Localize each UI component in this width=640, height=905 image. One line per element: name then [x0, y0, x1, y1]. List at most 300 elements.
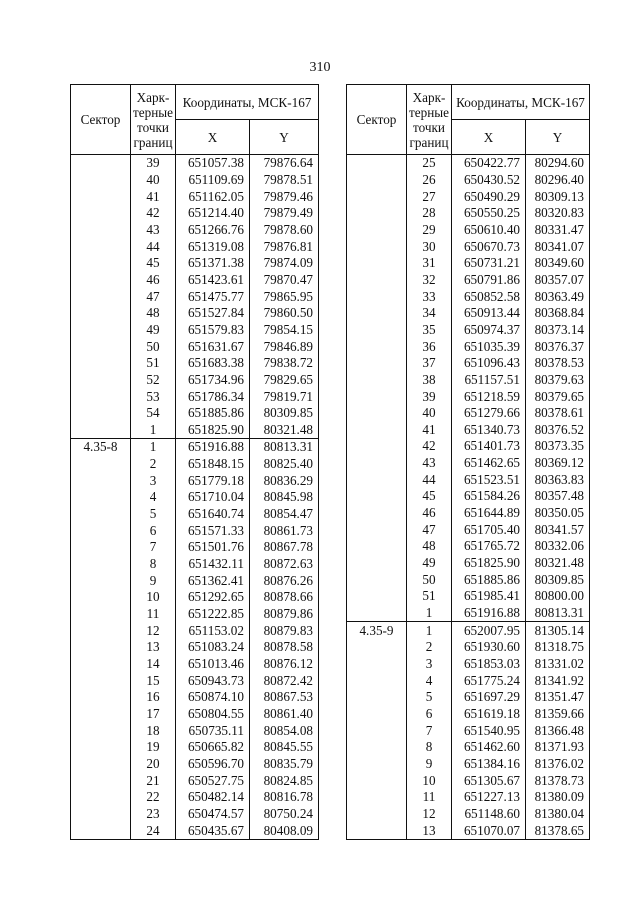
sector-cell: [71, 556, 131, 573]
header-sector: Сектор: [71, 85, 131, 155]
y-cell: 80349.60: [526, 255, 590, 272]
y-cell: 81318.75: [526, 639, 590, 656]
sector-cell: [71, 606, 131, 623]
x-cell: 651640.74: [176, 506, 250, 523]
x-cell: 651070.07: [452, 822, 526, 839]
x-cell: 651218.59: [452, 388, 526, 405]
y-cell: 81378.65: [526, 822, 590, 839]
x-cell: 651523.51: [452, 471, 526, 488]
table-row: [71, 489, 319, 506]
sector-cell: [347, 672, 407, 689]
sector-cell: [347, 255, 407, 272]
point-cell: 45: [407, 488, 452, 505]
x-cell: 650490.29: [452, 188, 526, 205]
x-cell: 651148.60: [452, 806, 526, 823]
x-cell: 651584.26: [452, 488, 526, 505]
table-row: [71, 155, 319, 172]
point-cell: 1: [407, 622, 452, 639]
point-cell: 25: [407, 155, 452, 172]
point-cell: 30: [407, 238, 452, 255]
x-cell: 650943.73: [176, 672, 250, 689]
table-row: [71, 589, 319, 606]
sector-cell: [347, 455, 407, 472]
y-cell: 80332.06: [526, 538, 590, 555]
sector-cell: [71, 506, 131, 523]
y-cell: 80363.83: [526, 471, 590, 488]
y-cell: 80835.79: [250, 756, 319, 773]
header-sector: Сектор: [347, 85, 407, 155]
table-row: [71, 172, 319, 189]
sector-cell: [71, 355, 131, 372]
point-cell: 11: [407, 789, 452, 806]
table-row: [347, 605, 590, 622]
table-row: [71, 456, 319, 473]
y-cell: 80816.78: [250, 789, 319, 806]
point-cell: 2: [407, 639, 452, 656]
table-row: [71, 689, 319, 706]
point-cell: 8: [407, 739, 452, 756]
table-row: [347, 639, 590, 656]
y-cell: 80357.48: [526, 488, 590, 505]
x-cell: 651930.60: [452, 639, 526, 656]
sector-cell: [71, 489, 131, 506]
table-row: [347, 689, 590, 706]
y-cell: 80373.14: [526, 322, 590, 339]
x-cell: 651013.46: [176, 656, 250, 673]
y-cell: 79878.60: [250, 222, 319, 239]
table-row: [71, 238, 319, 255]
y-cell: 80876.12: [250, 656, 319, 673]
y-cell: 80294.60: [526, 155, 590, 172]
y-cell: 81331.02: [526, 656, 590, 673]
sector-cell: [71, 722, 131, 739]
table-row: [71, 722, 319, 739]
x-cell: 650804.55: [176, 706, 250, 723]
point-cell: 28: [407, 205, 452, 222]
y-cell: 80867.78: [250, 539, 319, 556]
x-cell: 650596.70: [176, 756, 250, 773]
sector-cell: [347, 571, 407, 588]
y-cell: 80320.83: [526, 205, 590, 222]
sector-cell: [347, 188, 407, 205]
sector-cell: [347, 205, 407, 222]
x-cell: 651214.40: [176, 205, 250, 222]
sector-cell: [347, 222, 407, 239]
sector-cell: [347, 388, 407, 405]
y-cell: 79876.64: [250, 155, 319, 172]
x-cell: 651631.67: [176, 338, 250, 355]
table-row: [347, 205, 590, 222]
point-cell: 7: [407, 722, 452, 739]
y-cell: 80879.83: [250, 622, 319, 639]
table-row: [347, 806, 590, 823]
sector-cell: [71, 739, 131, 756]
x-cell: 651775.24: [452, 672, 526, 689]
sector-cell: [71, 255, 131, 272]
sector-cell: [71, 422, 131, 439]
header-char-points: Харк-терные точки границ: [131, 85, 176, 155]
table-row: [347, 155, 590, 172]
sector-cell: [347, 288, 407, 305]
y-cell: 79846.89: [250, 338, 319, 355]
sector-cell: [347, 471, 407, 488]
y-cell: 80813.31: [250, 439, 319, 456]
table-row: [71, 639, 319, 656]
table-row: [71, 706, 319, 723]
sector-cell: [347, 172, 407, 189]
table-row: [347, 588, 590, 605]
point-cell: 11: [131, 606, 176, 623]
y-cell: 80357.07: [526, 272, 590, 289]
point-cell: 14: [131, 656, 176, 673]
point-cell: 17: [131, 706, 176, 723]
table-row: [71, 806, 319, 823]
point-cell: 5: [131, 506, 176, 523]
y-cell: 81378.73: [526, 772, 590, 789]
x-cell: 651853.03: [452, 656, 526, 673]
x-cell: 651501.76: [176, 539, 250, 556]
x-cell: 651305.67: [452, 772, 526, 789]
point-cell: 4: [407, 672, 452, 689]
point-cell: 52: [131, 372, 176, 389]
sector-cell: [71, 789, 131, 806]
x-cell: 650791.86: [452, 272, 526, 289]
y-cell: 80309.13: [526, 188, 590, 205]
point-cell: 23: [131, 806, 176, 823]
x-cell: 651916.88: [452, 605, 526, 622]
table-row: [71, 672, 319, 689]
x-cell: 651371.38: [176, 255, 250, 272]
point-cell: 1: [407, 605, 452, 622]
x-cell: 651985.41: [452, 588, 526, 605]
point-cell: 7: [131, 539, 176, 556]
table-row: [71, 372, 319, 389]
point-cell: 42: [131, 205, 176, 222]
x-cell: 650974.37: [452, 322, 526, 339]
table-row: [71, 222, 319, 239]
sector-cell: [347, 272, 407, 289]
table-row: [347, 789, 590, 806]
x-cell: 651227.13: [452, 789, 526, 806]
x-cell: 651035.39: [452, 338, 526, 355]
table-row: [347, 238, 590, 255]
table-row: [347, 706, 590, 723]
table-row: [347, 622, 590, 639]
y-cell: 80861.73: [250, 522, 319, 539]
point-cell: 41: [131, 188, 176, 205]
sector-cell: [71, 689, 131, 706]
sector-cell: [71, 522, 131, 539]
sector-cell: [71, 456, 131, 473]
table-row: [71, 439, 319, 456]
x-cell: 650670.73: [452, 238, 526, 255]
y-cell: 80376.37: [526, 338, 590, 355]
point-cell: 43: [131, 222, 176, 239]
table-row: [347, 471, 590, 488]
x-cell: 651384.16: [452, 756, 526, 773]
sector-cell: [71, 338, 131, 355]
x-cell: 651705.40: [452, 521, 526, 538]
table-row: [347, 672, 590, 689]
table-row: [347, 188, 590, 205]
point-cell: 37: [407, 355, 452, 372]
sector-cell: [71, 238, 131, 255]
x-cell: 650422.77: [452, 155, 526, 172]
y-cell: 79878.51: [250, 172, 319, 189]
x-cell: 651710.04: [176, 489, 250, 506]
sector-cell: [71, 756, 131, 773]
coordinates-table-right: [346, 84, 590, 840]
sector-cell: [71, 372, 131, 389]
table-row: [71, 506, 319, 523]
y-cell: 80872.42: [250, 672, 319, 689]
point-cell: 19: [131, 739, 176, 756]
y-cell: 81351.47: [526, 689, 590, 706]
table-row: [347, 538, 590, 555]
x-cell: 651786.34: [176, 388, 250, 405]
point-cell: 13: [131, 639, 176, 656]
table-row: [71, 255, 319, 272]
sector-cell: [347, 238, 407, 255]
sector-cell: [347, 822, 407, 839]
sector-cell: [71, 222, 131, 239]
table-row: [347, 338, 590, 355]
sector-cell: [347, 772, 407, 789]
x-cell: 651153.02: [176, 622, 250, 639]
point-cell: 6: [407, 706, 452, 723]
point-cell: 42: [407, 438, 452, 455]
table-row: [71, 822, 319, 839]
coordinates-table-left: [70, 84, 319, 840]
page-number: 310: [309, 60, 331, 75]
x-cell: 651057.38: [176, 155, 250, 172]
y-cell: 80363.49: [526, 288, 590, 305]
point-cell: 29: [407, 222, 452, 239]
table-row: [71, 472, 319, 489]
point-cell: 12: [131, 622, 176, 639]
header-x: X: [176, 120, 250, 155]
x-cell: 651319.08: [176, 238, 250, 255]
x-cell: 651083.24: [176, 639, 250, 656]
y-cell: 80378.53: [526, 355, 590, 372]
header-coordinates: Координаты, МСК-167: [452, 85, 590, 120]
point-cell: 54: [131, 405, 176, 422]
table-row: [71, 355, 319, 372]
point-cell: 9: [131, 572, 176, 589]
x-cell: 651401.73: [452, 438, 526, 455]
table-row: [71, 556, 319, 573]
sector-cell: [71, 155, 131, 172]
y-cell: 80800.00: [526, 588, 590, 605]
y-cell: 80854.08: [250, 722, 319, 739]
y-cell: 80408.09: [250, 822, 319, 839]
table-row: [71, 756, 319, 773]
x-cell: 651916.88: [176, 439, 250, 456]
point-cell: 51: [131, 355, 176, 372]
x-cell: 651423.61: [176, 272, 250, 289]
sector-cell: 4.35-8: [71, 439, 131, 456]
point-cell: 16: [131, 689, 176, 706]
x-cell: 651848.15: [176, 456, 250, 473]
y-cell: 80309.85: [250, 405, 319, 422]
sector-cell: [347, 639, 407, 656]
x-cell: 651109.69: [176, 172, 250, 189]
table-row: [71, 422, 319, 439]
x-cell: 650874.10: [176, 689, 250, 706]
sector-cell: [347, 338, 407, 355]
table-row: [347, 372, 590, 389]
y-cell: 79870.47: [250, 272, 319, 289]
x-cell: 651619.18: [452, 706, 526, 723]
y-cell: 81371.93: [526, 739, 590, 756]
table-row: [71, 656, 319, 673]
sector-cell: [71, 589, 131, 606]
x-cell: 650527.75: [176, 772, 250, 789]
y-cell: 80845.55: [250, 739, 319, 756]
sector-cell: [347, 706, 407, 723]
point-cell: 31: [407, 255, 452, 272]
x-cell: 651571.33: [176, 522, 250, 539]
y-cell: 80321.48: [250, 422, 319, 439]
x-cell: 650474.57: [176, 806, 250, 823]
sector-cell: [347, 438, 407, 455]
sector-cell: [71, 272, 131, 289]
point-cell: 32: [407, 272, 452, 289]
table-row: [71, 188, 319, 205]
header-x: X: [452, 120, 526, 155]
y-cell: 80376.52: [526, 422, 590, 439]
table-row: [347, 355, 590, 372]
table-row: [347, 756, 590, 773]
point-cell: 43: [407, 455, 452, 472]
point-cell: 3: [407, 656, 452, 673]
x-cell: 651697.29: [452, 689, 526, 706]
y-cell: 80872.63: [250, 556, 319, 573]
sector-cell: [71, 188, 131, 205]
table-row: [71, 606, 319, 623]
y-cell: 80879.86: [250, 606, 319, 623]
table-row: [347, 555, 590, 572]
sector-cell: [347, 422, 407, 439]
y-cell: 80373.35: [526, 438, 590, 455]
table-row: [347, 322, 590, 339]
point-cell: 21: [131, 772, 176, 789]
header-char-points: Харк-терные точки границ: [407, 85, 452, 155]
y-cell: 80825.40: [250, 456, 319, 473]
point-cell: 44: [407, 471, 452, 488]
header-y: Y: [526, 120, 590, 155]
table-body-left: [71, 155, 319, 840]
sector-cell: [347, 555, 407, 572]
x-cell: 651475.77: [176, 288, 250, 305]
point-cell: 12: [407, 806, 452, 823]
table-row: [347, 571, 590, 588]
y-cell: 80878.66: [250, 589, 319, 606]
header-y: Y: [250, 120, 319, 155]
point-cell: 13: [407, 822, 452, 839]
y-cell: 79879.49: [250, 205, 319, 222]
sector-cell: [347, 756, 407, 773]
table-row: [347, 772, 590, 789]
point-cell: 15: [131, 672, 176, 689]
sector-cell: [71, 205, 131, 222]
table-row: [71, 539, 319, 556]
x-cell: 650435.67: [176, 822, 250, 839]
sector-cell: [347, 789, 407, 806]
point-cell: 50: [407, 571, 452, 588]
x-cell: 651096.43: [452, 355, 526, 372]
sector-cell: [71, 388, 131, 405]
table-row: [71, 338, 319, 355]
y-cell: 80750.24: [250, 806, 319, 823]
table-row: [71, 772, 319, 789]
sector-cell: [347, 689, 407, 706]
sector-cell: [71, 472, 131, 489]
x-cell: 651462.60: [452, 739, 526, 756]
point-cell: 47: [131, 288, 176, 305]
x-cell: 650430.52: [452, 172, 526, 189]
y-cell: 80378.61: [526, 405, 590, 422]
sector-cell: [347, 656, 407, 673]
sector-cell: [347, 372, 407, 389]
x-cell: 651825.90: [452, 555, 526, 572]
sector-cell: [347, 488, 407, 505]
point-cell: 20: [131, 756, 176, 773]
point-cell: 6: [131, 522, 176, 539]
y-cell: 81366.48: [526, 722, 590, 739]
y-cell: 80876.26: [250, 572, 319, 589]
x-cell: 651779.18: [176, 472, 250, 489]
x-cell: 651885.86: [452, 571, 526, 588]
x-cell: 650665.82: [176, 739, 250, 756]
x-cell: 652007.95: [452, 622, 526, 639]
y-cell: 79874.09: [250, 255, 319, 272]
y-cell: 81359.66: [526, 706, 590, 723]
sector-cell: [347, 739, 407, 756]
point-cell: 48: [407, 538, 452, 555]
x-cell: 650610.40: [452, 222, 526, 239]
x-cell: 651825.90: [176, 422, 250, 439]
sector-cell: [347, 355, 407, 372]
point-cell: 36: [407, 338, 452, 355]
x-cell: 651885.86: [176, 405, 250, 422]
x-cell: 651579.83: [176, 322, 250, 339]
x-cell: 651157.51: [452, 372, 526, 389]
sector-cell: [347, 521, 407, 538]
y-cell: 80379.65: [526, 388, 590, 405]
y-cell: 79854.15: [250, 322, 319, 339]
sector-cell: [71, 539, 131, 556]
sector-cell: [71, 305, 131, 322]
point-cell: 48: [131, 305, 176, 322]
y-cell: 80813.31: [526, 605, 590, 622]
x-cell: 651540.95: [452, 722, 526, 739]
sector-cell: [347, 605, 407, 622]
sector-cell: [71, 572, 131, 589]
sector-cell: [347, 305, 407, 322]
table-row: [347, 822, 590, 839]
y-cell: 81380.04: [526, 806, 590, 823]
sector-cell: [71, 672, 131, 689]
y-cell: 80867.53: [250, 689, 319, 706]
table-row: [71, 288, 319, 305]
sector-cell: 4.35-9: [347, 622, 407, 639]
table-row: [71, 305, 319, 322]
x-cell: 650731.21: [452, 255, 526, 272]
table-row: [347, 739, 590, 756]
point-cell: 51: [407, 588, 452, 605]
sector-cell: [71, 622, 131, 639]
